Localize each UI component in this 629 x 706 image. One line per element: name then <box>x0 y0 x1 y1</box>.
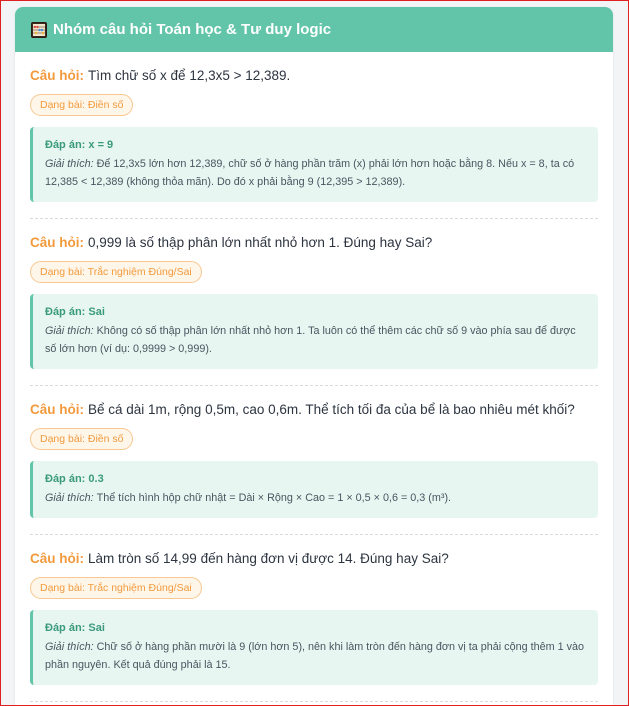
question-list <box>15 52 613 702</box>
question-text: Tìm chữ số x để 12,3x5 > 12,389. <box>88 68 291 83</box>
explanation-prefix: Giải thích: <box>45 325 94 337</box>
answer-box <box>30 610 598 685</box>
question-prefix: Câu hỏi: <box>30 68 84 83</box>
panel-header <box>15 7 613 52</box>
explanation-text-line <box>45 489 586 507</box>
question-item <box>30 386 598 535</box>
answer-text: Đáp án: Sai <box>45 622 105 634</box>
question-type-badge: Dạng bài: Trắc nghiệm Đúng/Sai <box>30 261 202 283</box>
answer-text: Đáp án: Sai <box>45 306 105 318</box>
explanation-prefix: Giải thích: <box>45 158 94 170</box>
explanation-text-line <box>45 322 586 358</box>
question-item <box>30 535 598 702</box>
question-prefix: Câu hỏi: <box>30 235 84 250</box>
question-item <box>30 219 598 386</box>
question-prefix: Câu hỏi: <box>30 402 84 417</box>
explanation-text: Để 12,3x5 lớn hơn 12,389, chữ số ở hàng phần trăm (x) phải lớn hơn hoặc bằng 8. Nếu x = 8, ta có 12,385 < 12,389 (không thỏa mãn). Do đó x phải bằng 9 (12,395 > 12,389). <box>45 158 575 188</box>
answer-box <box>30 294 598 369</box>
question-type-badge: Dạng bài: Trắc nghiệm Đúng/Sai <box>30 577 202 599</box>
question-prefix: Câu hỏi: <box>30 551 84 566</box>
question-text-line <box>30 234 598 252</box>
panel-title: Nhóm câu hỏi Toán học & Tư duy logic <box>53 21 332 38</box>
explanation-text: Chữ số ở hàng phần mười là 9 (lớn hơn 5), nên khi làm tròn đến hàng đơn vị ta phải cộng thêm 1 vào phần nguyên. Kết quả đúng phải là 15. <box>45 641 585 671</box>
explanation-text-line <box>45 155 586 191</box>
explanation-text: Thể tích hình hộp chữ nhật = Dài × Rộng × Cao = 1 × 0,5 × 0,6 = 0,3 (m³). <box>96 492 452 504</box>
abacus-icon <box>31 22 47 38</box>
answer-text: Đáp án: x = 9 <box>45 139 114 151</box>
explanation-prefix: Giải thích: <box>45 492 94 504</box>
question-type-badge: Dạng bài: Điền số <box>30 94 133 116</box>
answer-box <box>30 127 598 202</box>
question-text-line <box>30 550 598 568</box>
question-type-badge: Dạng bài: Điền số <box>30 428 133 450</box>
question-text: Làm tròn số 14,99 đến hàng đơn vị được 14. Đúng hay Sai? <box>88 551 449 566</box>
question-text-line <box>30 401 598 419</box>
answer-box <box>30 461 598 518</box>
question-text: Bể cá dài 1m, rộng 0,5m, cao 0,6m. Thể tích tối đa của bể là bao nhiêu mét khối? <box>88 402 575 417</box>
explanation-text-line <box>45 638 586 674</box>
question-item <box>30 52 598 219</box>
explanation-prefix: Giải thích: <box>45 641 94 653</box>
question-text-line <box>30 67 598 85</box>
question-group-panel <box>15 7 613 706</box>
answer-text: Đáp án: 0.3 <box>45 473 104 485</box>
explanation-text: Không có số thập phân lớn nhất nhỏ hơn 1. Ta luôn có thể thêm các chữ số 9 vào phía sau để được số lớn hơn (ví dụ: 0,9999 > 0,999). <box>45 325 576 355</box>
question-text: 0,999 là số thập phân lớn nhất nhỏ hơn 1. Đúng hay Sai? <box>88 235 433 250</box>
